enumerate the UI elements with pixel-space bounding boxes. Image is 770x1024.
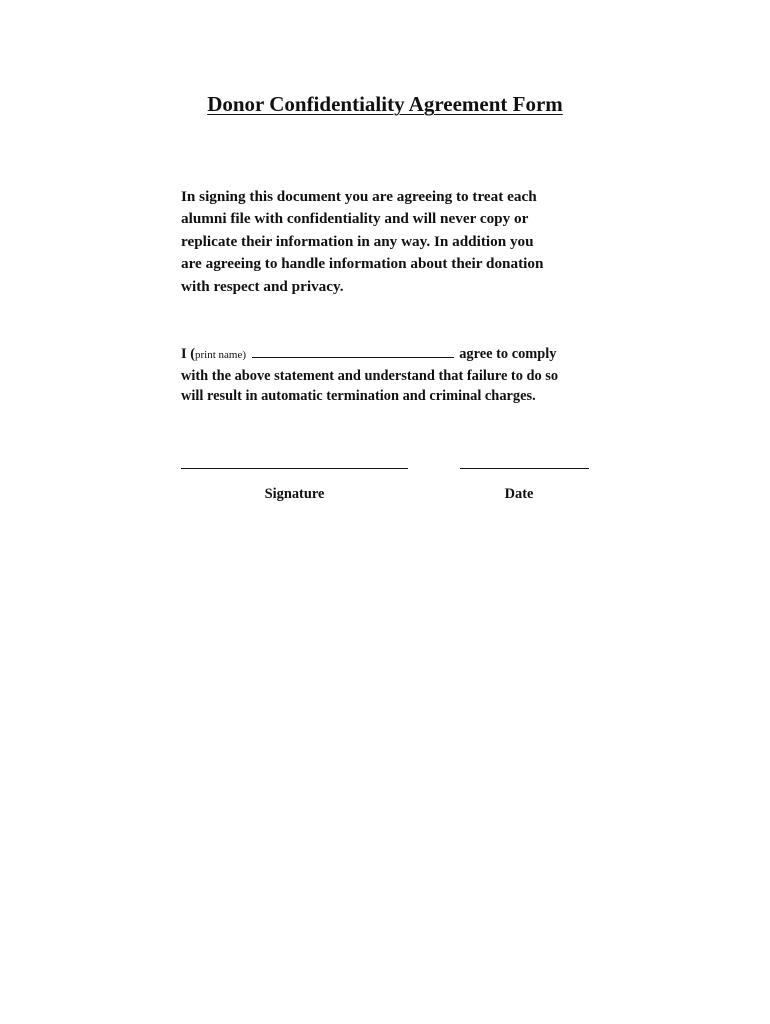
agreement-paragraph — [181, 344, 601, 407]
agreement-line-2: with the above statement and understand that failure to do so — [181, 367, 559, 384]
intro-line: replicate their information in any way. In addition you — [181, 232, 534, 250]
intro-paragraph — [181, 186, 601, 298]
print-name-label: print name) — [195, 349, 247, 361]
date-field[interactable] — [460, 468, 589, 469]
agreement-prefix: I ( — [181, 346, 195, 362]
agreement-line-3: will result in automatic termination and criminal charges. — [181, 388, 536, 404]
signature-label: Signature — [264, 486, 325, 502]
signature-field[interactable] — [181, 468, 408, 469]
date-label: Date — [504, 486, 534, 502]
agreement-suffix: agree to comply — [459, 346, 557, 362]
intro-line: In signing this document you are agreeing to treat each — [181, 188, 537, 205]
intro-line: with respect and privacy. — [181, 277, 344, 295]
agreement-line-1 — [181, 344, 601, 366]
intro-line: are agreeing to handle information about their donation — [181, 255, 544, 273]
intro-line: alumni file with confidentiality and will never copy or — [181, 210, 529, 228]
print-name-field[interactable] — [252, 345, 454, 358]
page-title: Donor Confidentiality Agreement Form — [207, 92, 563, 116]
